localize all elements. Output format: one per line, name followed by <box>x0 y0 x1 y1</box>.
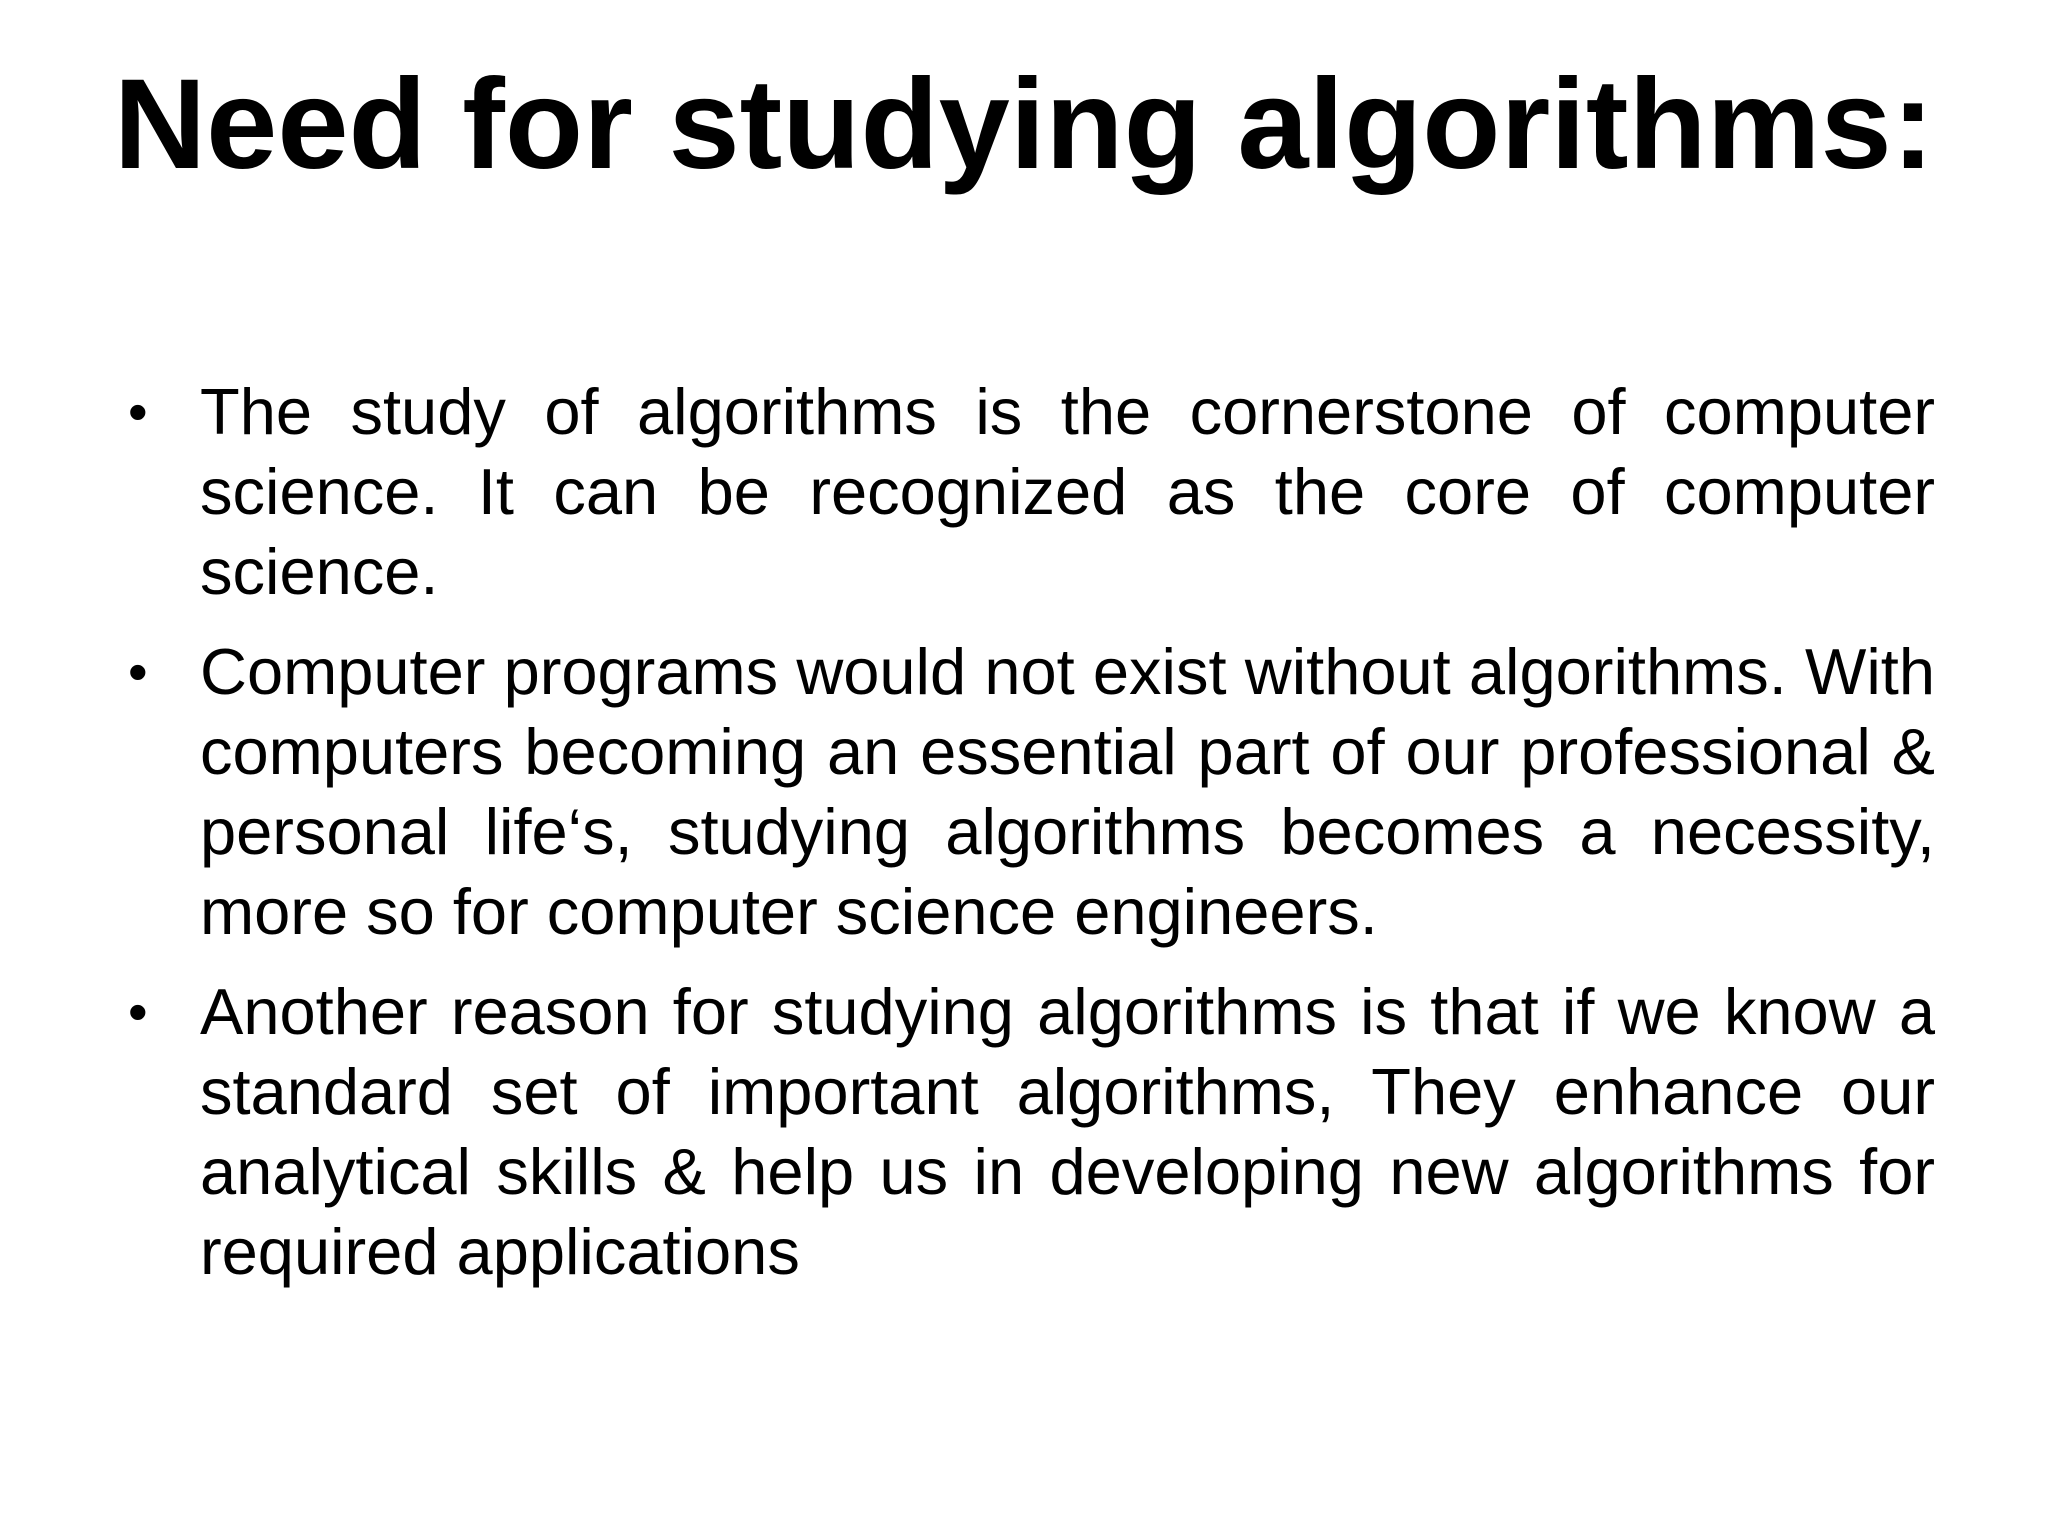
bullet-item <box>120 972 1935 1292</box>
bullet-icon: • <box>128 980 148 1043</box>
bullet-item <box>120 372 1935 612</box>
bullet-icon: • <box>128 380 148 443</box>
bullet-icon: • <box>128 640 148 703</box>
slide-title: Need for studying algorithms: <box>113 53 1935 196</box>
bullet-text: Another reason for studying algorithms is that if we know a standard set of important algorithms, They enhance our analytical skills & help us in developing new algorithms for required applications <box>200 975 1935 1288</box>
bullet-text: Computer programs would not exist without algorithms. With computers becoming an essential part of our professional & personal life‘s, studying algorithms becomes a necessity, more so for computer science engineers. <box>200 635 1935 948</box>
bullet-list <box>120 372 1935 1312</box>
bullet-text: The study of algorithms is the cornerstone of computer science. It can be recognized as the core of computer science. <box>200 375 1935 608</box>
bullet-item <box>120 632 1935 952</box>
